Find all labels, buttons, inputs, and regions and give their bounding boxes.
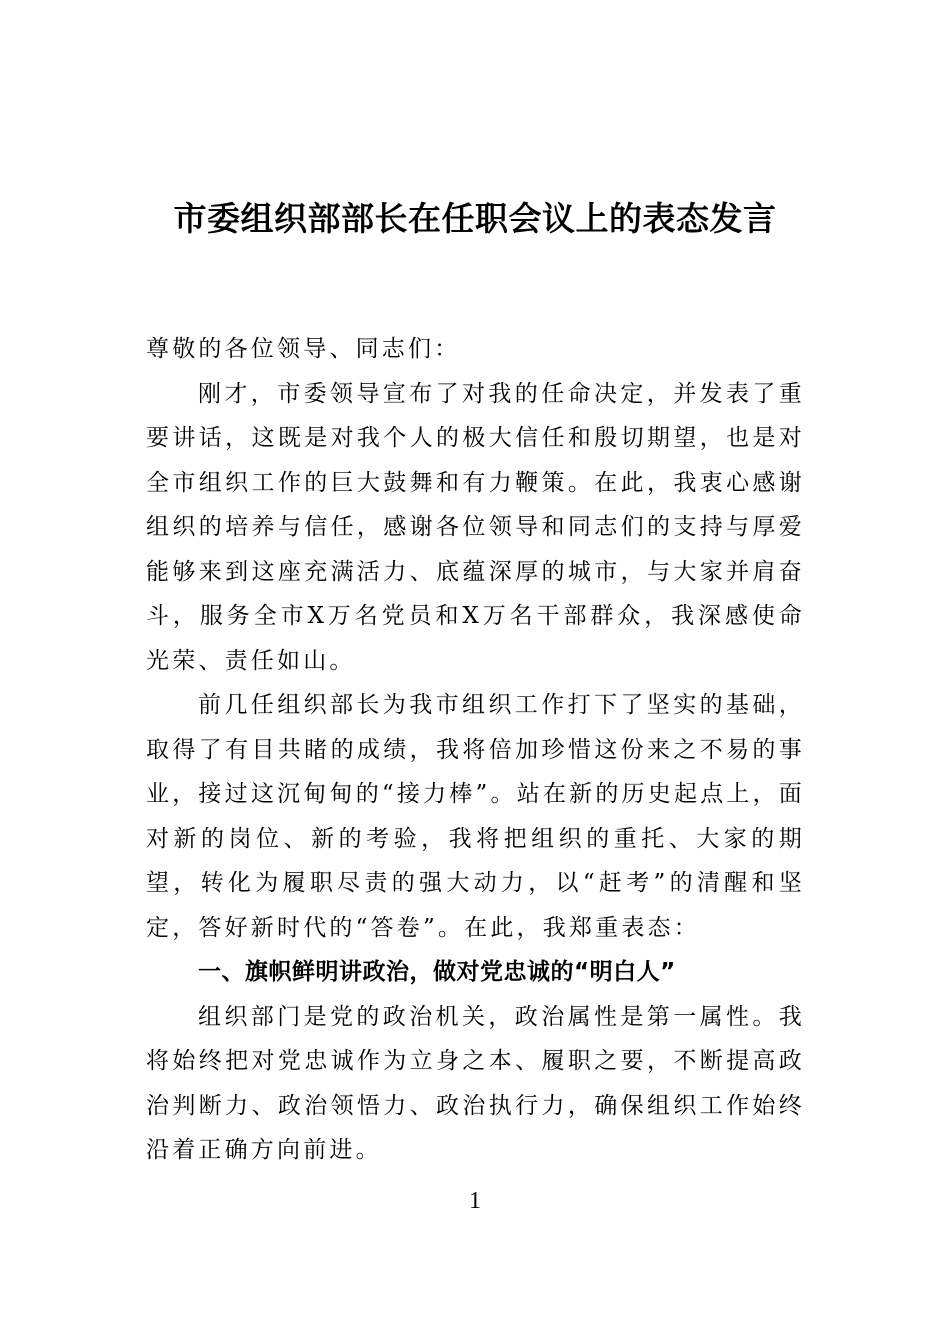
paragraph-appointment: 刚才，市委领导宣布了对我的任命决定，并发表了重要讲话，这既是对我个人的极大信任和殷切期望，也是对全市组织工作的巨大鼓舞和有力鞭策。在此，我衷心感谢组织的培养与信任，感谢各位领导和同志们的支持与厚爱能够来到这座充满活力、底蕴深厚的城市，与大家并肩奋斗，服务全市X万名党员和X万名干部群众，我深感使命光荣、责任如山。 — [146, 380, 805, 674]
paragraph-commitment: 前几任组织部长为我市组织工作打下了坚实的基础，取得了有目共睹的成绩，我将倍加珍惜这份来之不易的事业，接过这沉甸甸的“接力棒”。站在新的历史起点上，面对新的岗位、新的考验，我将把组织的重托、大家的期望，转化为履职尽责的强大动力，以“赶考”的清醒和坚定，答好新时代的“答卷”。在此，我郑重表态： — [146, 692, 805, 941]
section-heading: 一、旗帜鲜明讲政治，做对党忠诚的“明白人” — [198, 959, 676, 985]
document-title: 市委组织部部长在任职会议上的表态发言 — [173, 199, 777, 238]
salutation: 尊敬的各位领导、同志们： — [146, 336, 461, 362]
paragraph-politics: 组织部门是党的政治机关，政治属性是第一属性。我将始终把对党忠诚作为立身之本、履职之要，不断提高政治判断力、政治领悟力、政治执行力，确保组织工作始终沿着正确方向前进。 — [146, 1003, 805, 1163]
document-body — [146, 327, 805, 1173]
page-number: 1 — [469, 1188, 481, 1214]
